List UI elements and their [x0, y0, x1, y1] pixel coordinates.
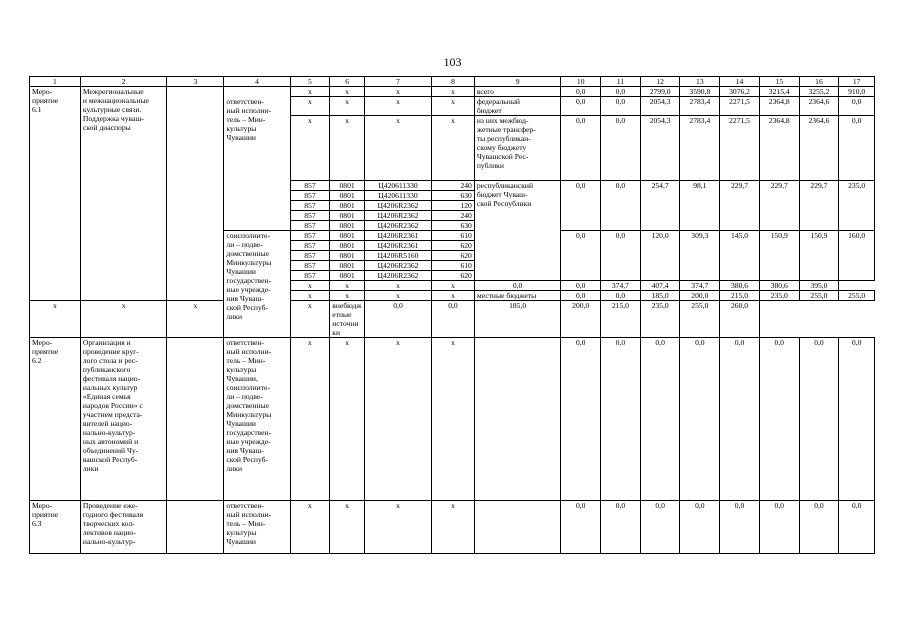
value-cell: 2783,4	[680, 97, 720, 116]
value-cell: 235,0	[759, 291, 799, 301]
value-cell: 200,0	[680, 291, 720, 301]
value-cell: 229,7	[759, 181, 799, 231]
measure-label: Меро- приятие 6.1	[30, 87, 81, 301]
funding-source: внебюджетные источники	[330, 301, 365, 338]
table-row	[30, 87, 875, 97]
page-number: 103	[443, 55, 462, 69]
value-cell: 0,0	[839, 97, 875, 116]
table-cell: x	[330, 97, 365, 116]
value-cell: 380,6	[720, 281, 760, 291]
table-cell: Ц4206R2361	[364, 231, 431, 241]
empty-cell	[224, 87, 290, 97]
funding-source: всего	[474, 87, 561, 97]
table-cell: 857	[290, 191, 330, 201]
column-header: 12	[640, 77, 680, 87]
table-cell: 0801	[330, 231, 365, 241]
table-cell: x	[364, 338, 431, 501]
funding-source: из них межбюд- жетные трансфер- ты республикан- скому бюджету Чувашской Рес- публики	[474, 116, 561, 181]
table-cell: 857	[290, 271, 330, 281]
value-cell: 0,0	[720, 501, 760, 554]
value-cell: 2364,8	[759, 116, 799, 181]
table-cell: Ц4206R5160	[364, 251, 431, 261]
value-cell: 0,0	[432, 301, 475, 338]
value-cell: 2364,6	[799, 116, 839, 181]
table-cell: 240	[432, 181, 475, 191]
column-header: 1	[30, 77, 81, 87]
table-cell: 610	[432, 261, 475, 271]
value-cell: 0,0	[561, 97, 601, 116]
value-cell: 374,7	[601, 281, 641, 291]
table-cell: x	[364, 501, 431, 554]
value-cell: 0,0	[799, 338, 839, 501]
value-cell: 0,0	[839, 116, 875, 181]
table-cell: x	[364, 281, 431, 291]
value-cell: 254,7	[640, 181, 680, 231]
value-cell: 309,3	[680, 231, 720, 281]
table-row	[30, 301, 875, 338]
table-cell: 620	[432, 241, 475, 251]
column-header: 4	[224, 77, 290, 87]
table-cell: 0801	[330, 221, 365, 231]
empty-cell	[167, 338, 224, 501]
table-cell: 857	[290, 231, 330, 241]
table-cell: 630	[432, 191, 475, 201]
value-cell: 3076,2	[720, 87, 760, 97]
column-header: 14	[720, 77, 760, 87]
value-cell: 2054,3	[640, 97, 680, 116]
table-cell: x	[432, 97, 475, 116]
table-cell: Ц4206R2362	[364, 271, 431, 281]
value-cell: 380,6	[759, 281, 799, 291]
executor-cell: ответствен- ный исполни- тель – Мин- культуры Чувашии, соисполните- ли – подве- домственные Минкультуры Чувашии государствен- ные учрежде- ния Чуваш- ской Респуб- лики	[224, 338, 290, 501]
table-cell: x	[432, 281, 475, 291]
column-header: 17	[839, 77, 875, 87]
value-cell: 160,0	[839, 231, 875, 281]
table-cell: x	[330, 87, 365, 97]
value-cell: 120,0	[640, 231, 680, 281]
table-cell: x	[364, 291, 431, 301]
table-cell: 610	[432, 231, 475, 241]
table-cell: x	[290, 291, 330, 301]
value-cell: 185,0	[474, 301, 561, 338]
column-header: 9	[474, 77, 561, 87]
table-cell: 857	[290, 201, 330, 211]
measure-title: Организация и проведение круг- лого стола и рес- публиканского фестиваля нацио- нальных культур «Единая семья народов России» с участием предста- вителей нацио- нально-культур- ных автономий и объединений Чу- вашской Респуб- лики	[80, 338, 167, 501]
value-cell: 0,0	[680, 501, 720, 554]
value-cell: 0,0	[720, 338, 760, 501]
table-cell: x	[290, 501, 330, 554]
value-cell: 0,0	[601, 291, 641, 301]
table-cell: x	[330, 281, 365, 291]
table-cell: x	[290, 281, 330, 291]
measure-label: Меро- приятие 6.2	[30, 338, 81, 501]
value-cell: 3590,8	[680, 87, 720, 97]
table-cell: 620	[432, 251, 475, 261]
value-cell: 2054,3	[640, 116, 680, 181]
table-cell: x	[364, 116, 431, 181]
column-header: 2	[80, 77, 167, 87]
value-cell: 255,0	[839, 291, 875, 301]
value-cell: 185,0	[640, 291, 680, 301]
table-cell: x	[290, 97, 330, 116]
value-cell: 0,0	[839, 501, 875, 554]
table-cell: 0801	[330, 261, 365, 271]
value-cell: 0,0	[640, 501, 680, 554]
value-cell: 150,9	[799, 231, 839, 281]
value-cell: 0,0	[561, 281, 601, 291]
table-cell: Ц4206R2362	[364, 221, 431, 231]
value-cell: 0,0	[601, 87, 641, 97]
value-cell: 2364,6	[799, 97, 839, 116]
empty-cell	[167, 501, 224, 554]
value-cell: 235,0	[839, 181, 875, 231]
value-cell: 229,7	[720, 181, 760, 231]
column-header: 16	[799, 77, 839, 87]
table-cell: x	[364, 87, 431, 97]
value-cell: 395,0	[799, 281, 839, 291]
value-cell: 0,0	[759, 338, 799, 501]
value-cell: 2783,4	[680, 116, 720, 181]
table-cell: 0801	[330, 211, 365, 221]
value-cell: 215,0	[601, 301, 641, 338]
table-cell: x	[80, 301, 167, 338]
value-cell: 0,0	[561, 181, 601, 231]
table-row	[30, 338, 875, 501]
table-cell: Ц420611330	[364, 181, 431, 191]
table-cell: 0801	[330, 191, 365, 201]
value-cell: 0,0	[601, 501, 641, 554]
value-cell: 0,0	[601, 338, 641, 501]
value-cell: 2271,5	[720, 116, 760, 181]
table-cell: 0801	[330, 201, 365, 211]
table-cell: x	[330, 116, 365, 181]
empty-cell	[167, 87, 224, 301]
measure-label: Меро- приятие 6.3	[30, 501, 81, 554]
table-cell: x	[432, 501, 475, 554]
table-cell: x	[290, 301, 330, 338]
funding-source: республиканский бюджет Чуваш- ской Республики	[474, 181, 561, 281]
table-cell: Ц4206R2362	[364, 201, 431, 211]
value-cell: 215,0	[720, 291, 760, 301]
value-cell: 0,0	[601, 116, 641, 181]
table-cell: 0801	[330, 271, 365, 281]
value-cell: 255,0	[680, 301, 720, 338]
funding-source: местные бюджеты	[474, 291, 561, 301]
value-cell: 2364,8	[759, 97, 799, 116]
value-cell: 0,0	[839, 338, 875, 501]
value-cell: 229,7	[799, 181, 839, 231]
value-cell: 150,9	[759, 231, 799, 281]
table-cell: Ц4206R2361	[364, 241, 431, 251]
value-cell: 0,0	[640, 338, 680, 501]
column-header: 11	[601, 77, 641, 87]
column-header: 15	[759, 77, 799, 87]
table-cell: 857	[290, 211, 330, 221]
value-cell: 0,0	[561, 231, 601, 281]
table-cell: 857	[290, 251, 330, 261]
table-cell: 0801	[330, 251, 365, 261]
table-cell: 630	[432, 221, 475, 231]
table-cell: 857	[290, 261, 330, 271]
column-header: 10	[561, 77, 601, 87]
table-cell: x	[330, 501, 365, 554]
table-row	[30, 501, 875, 554]
value-cell: 2271,5	[720, 97, 760, 116]
value-cell: 98,1	[680, 181, 720, 231]
value-cell: 374,7	[680, 281, 720, 291]
value-cell: 0,0	[364, 301, 431, 338]
executor-cell: ответствен- ный исполни- тель – Мин- культуры Чувашии	[224, 501, 290, 554]
value-cell: 200,0	[561, 301, 601, 338]
budget-table	[29, 76, 875, 554]
empty-cell	[474, 501, 561, 554]
value-cell: 260,0	[720, 301, 760, 338]
header-row	[30, 77, 875, 87]
table-cell: x	[432, 116, 475, 181]
column-header: 5	[290, 77, 330, 87]
table-cell: 240	[432, 211, 475, 221]
table-cell: 0801	[330, 241, 365, 251]
column-header: 8	[432, 77, 475, 87]
table-cell: x	[290, 116, 330, 181]
table-cell: x	[30, 301, 81, 338]
value-cell: 0,0	[561, 291, 601, 301]
table-cell: x	[432, 291, 475, 301]
table-cell: x	[290, 87, 330, 97]
executor-cell: ответствен- ный исполни- тель – Мин- культуры Чувашии	[224, 97, 290, 231]
value-cell: 0,0	[561, 87, 601, 97]
table-cell: Ц420611330	[364, 191, 431, 201]
table-cell: x	[330, 291, 365, 301]
column-header: 7	[364, 77, 431, 87]
table-cell: x	[167, 301, 224, 338]
value-cell: 3215,4	[759, 87, 799, 97]
value-cell: 0,0	[561, 501, 601, 554]
value-cell: 407,4	[640, 281, 680, 291]
table-cell: x	[432, 338, 475, 501]
value-cell: 910,0	[839, 87, 875, 97]
table-cell: Ц4206R2362	[364, 211, 431, 221]
value-cell: 235,0	[640, 301, 680, 338]
value-cell: 145,0	[720, 231, 760, 281]
table-cell: 857	[290, 181, 330, 191]
table-cell: 620	[432, 271, 475, 281]
table-cell: x	[330, 338, 365, 501]
value-cell: 0,0	[759, 501, 799, 554]
column-header: 6	[330, 77, 365, 87]
value-cell: 2799,0	[640, 87, 680, 97]
table-cell: x	[290, 338, 330, 501]
empty-cell	[474, 338, 561, 501]
table-cell: 0801	[330, 181, 365, 191]
value-cell: 0,0	[799, 501, 839, 554]
value-cell: 0,0	[561, 338, 601, 501]
measure-title: Проведение еже- годного фестиваля творческих кол- лективов нацио- нально-культур-	[80, 501, 167, 554]
value-cell: 0,0	[474, 281, 561, 291]
value-cell: 255,0	[799, 291, 839, 301]
value-cell: 0,0	[601, 97, 641, 116]
column-header: 3	[167, 77, 224, 87]
value-cell: 0,0	[561, 116, 601, 181]
value-cell: 3255,2	[799, 87, 839, 97]
co-executor-cell: соисполните- ли – подве- домственные Минкультуры Чувашии государствен- ные учрежде- ния Чуваш- ской Респуб- лики	[224, 231, 290, 338]
measure-title: Межрегиональные и межнациональные культурные связи. Поддержка чуваш- ской диаспоры	[80, 87, 167, 301]
table-cell: 857	[290, 241, 330, 251]
value-cell: 0,0	[680, 338, 720, 501]
funding-source: федеральный бюджет	[474, 97, 561, 116]
value-cell: 0,0	[601, 231, 641, 281]
value-cell: 0,0	[601, 181, 641, 231]
table-cell: x	[364, 97, 431, 116]
table-cell: 120	[432, 201, 475, 211]
table-cell: Ц4206R2362	[364, 261, 431, 271]
table-cell: 857	[290, 221, 330, 231]
table-cell: x	[432, 87, 475, 97]
column-header: 13	[680, 77, 720, 87]
